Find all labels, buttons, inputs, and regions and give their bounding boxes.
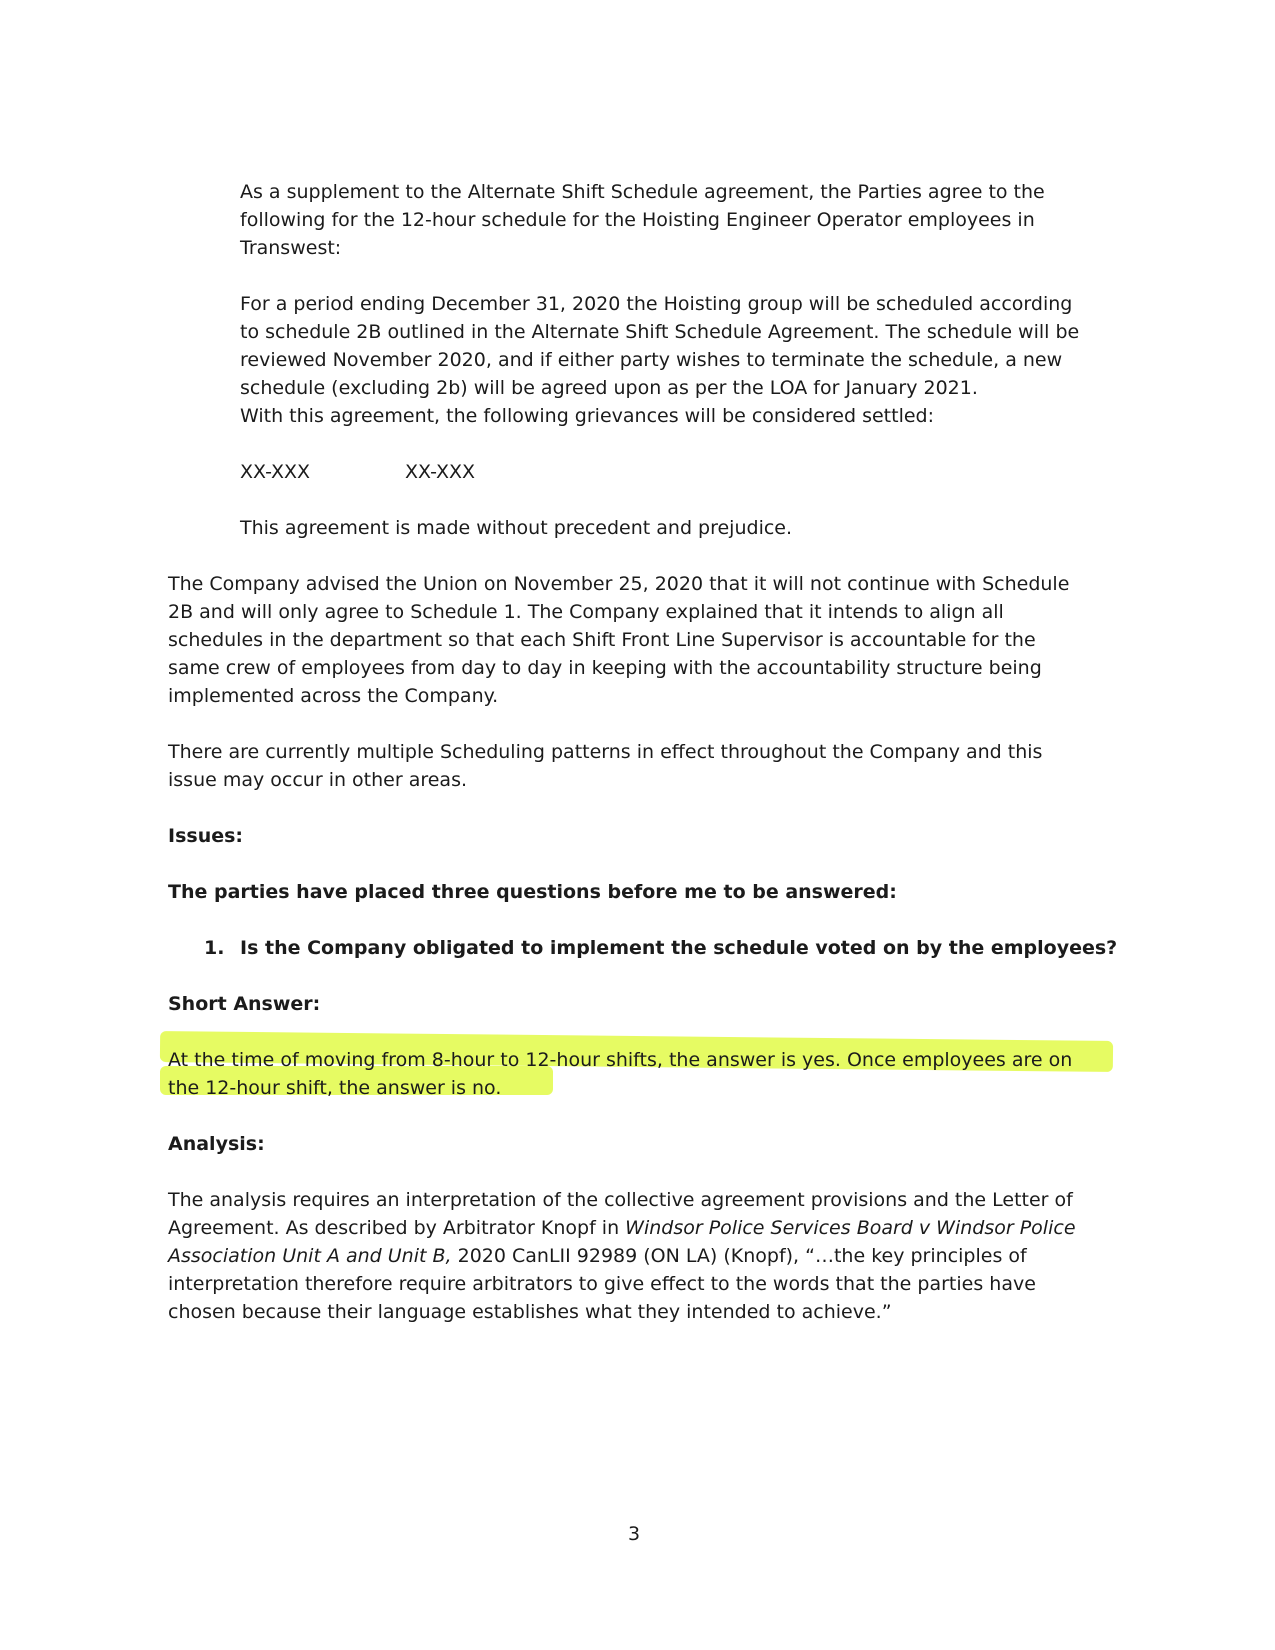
analysis-line-2-text: Agreement. As described by Arbitrator Knopf in [168, 1217, 626, 1239]
period-line-5: With this agreement, the following grievances will be considered settled: [240, 405, 935, 427]
page-number: 3 [628, 1523, 641, 1545]
analysis-line-1: The analysis requires an interpretation of the collective agreement provisions and the Letter of [168, 1189, 1073, 1211]
analysis-line-2 [168, 1214, 1076, 1242]
analysis-line-4: interpretation therefore require arbitrators to give effect to the words that the parties have [168, 1273, 1036, 1295]
question-1-text: Is the Company obligated to implement the schedule voted on by the employees? [240, 937, 1118, 959]
company-advised-line-4: same crew of employees from day to day in keeping with the accountability structure being [168, 657, 1042, 679]
analysis-line-5: chosen because their language establishes what they intended to achieve.” [168, 1301, 892, 1323]
analysis-heading: Analysis: [168, 1133, 265, 1155]
questions-intro: The parties have placed three questions before me to be answered: [168, 881, 897, 903]
multiple-patterns-line-2: issue may occur in other areas. [168, 769, 468, 791]
multiple-patterns-line-1: There are currently multiple Scheduling patterns in effect throughout the Company and this [168, 741, 1043, 763]
question-1-number: 1. [204, 937, 225, 959]
analysis-line-3-text: 2020 CanLII 92989 (ON LA) (Knopf), “…the key principles of [451, 1245, 1027, 1267]
short-answer-line-1: At the time of moving from 8-hour to 12-hour shifts, the answer is yes. Once employees are on [168, 1049, 1073, 1071]
period-line-3: reviewed November 2020, and if either party wishes to terminate the schedule, a new [240, 349, 1063, 371]
supplement-line-1: As a supplement to the Alternate Shift Schedule agreement, the Parties agree to the [240, 181, 1045, 203]
precedent-statement: This agreement is made without precedent and prejudice. [240, 517, 793, 539]
supplement-line-2: following for the 12-hour schedule for the Hoisting Engineer Operator employees in [240, 209, 1035, 231]
supplement-line-3: Transwest: [240, 237, 342, 259]
case-citation-part-1: Windsor Police Services Board v Windsor Police [625, 1217, 1076, 1239]
short-answer-heading: Short Answer: [168, 993, 321, 1015]
company-advised-line-1: The Company advised the Union on November 25, 2020 that it will not continue with Schedule [168, 573, 1070, 595]
period-line-4: schedule (excluding 2b) will be agreed upon as per the LOA for January 2021. [240, 377, 978, 399]
company-advised-line-3: schedules in the department so that each Shift Front Line Supervisor is accountable for the [168, 629, 1036, 651]
grievance-code-2: XX-XXX [405, 461, 476, 483]
case-citation-part-2: Association Unit A and Unit B, [168, 1245, 452, 1267]
period-line-2: to schedule 2B outlined in the Alternate Shift Schedule Agreement. The schedule will be [240, 321, 1080, 343]
grievance-code-1: XX-XXX [240, 461, 311, 483]
short-answer-line-2: the 12-hour shift, the answer is no. [168, 1077, 502, 1099]
period-line-1: For a period ending December 31, 2020 the Hoisting group will be scheduled according [240, 293, 1073, 315]
company-advised-line-5: implemented across the Company. [168, 685, 499, 707]
company-advised-line-2: 2B and will only agree to Schedule 1. The Company explained that it intends to align all [168, 601, 1004, 623]
issues-heading: Issues: [168, 825, 244, 847]
analysis-line-3 [168, 1242, 1027, 1270]
